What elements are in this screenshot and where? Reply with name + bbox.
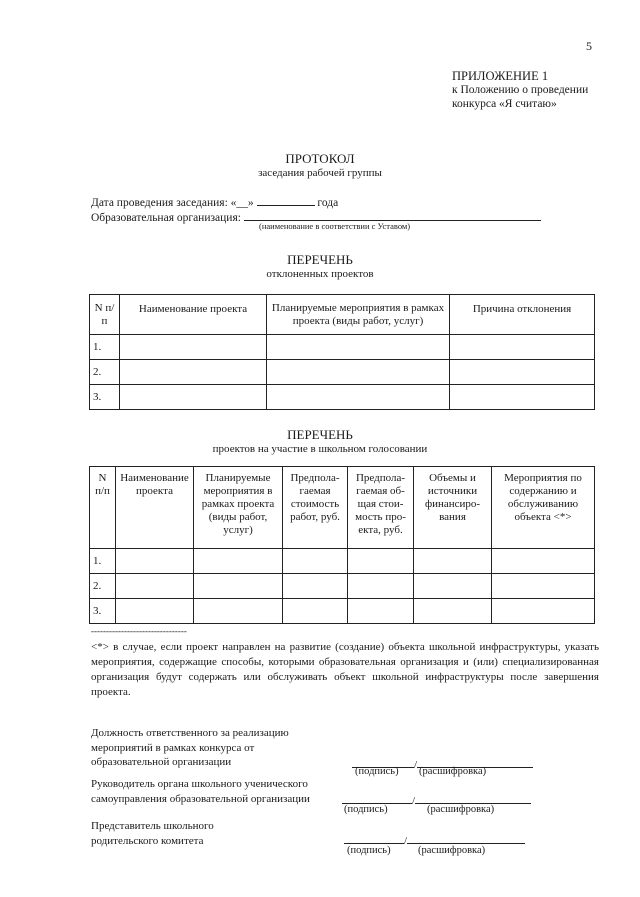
rejected-header-row <box>90 295 595 335</box>
signature-2-sign-blank <box>342 792 412 804</box>
organization-hint: (наименование в соответствии с Уставом) <box>259 221 411 231</box>
table-cell <box>194 599 283 624</box>
appendix-line-2: конкурса «Я считаю» <box>452 98 557 110</box>
rejected-title: ПЕРЕЧЕНЬ <box>287 252 353 267</box>
table-row <box>90 335 595 360</box>
protocol-subtitle: заседания рабочей группы <box>258 167 382 179</box>
rejected-projects-table <box>89 294 595 410</box>
signature-2-sign-caption: (подпись) <box>344 804 388 815</box>
signature-3-decoding-blank <box>407 832 525 844</box>
voting-subtitle: проектов на участие в школьном голосовании <box>212 443 428 455</box>
table-cell <box>348 574 414 599</box>
rejected-row-2-number: 2. <box>90 360 120 385</box>
table-row <box>90 385 595 410</box>
table-cell <box>414 549 492 574</box>
table-cell <box>116 549 194 574</box>
meeting-date-label: Дата проведения заседания: «__» <box>91 197 254 209</box>
rejected-header-activities: Планируемые мероприятия в рамках проекта (виды работ, услуг) <box>267 295 450 335</box>
table-cell <box>348 599 414 624</box>
organization-blank <box>244 209 541 221</box>
footnote-separator: -------------------------------- <box>91 626 187 636</box>
table-cell <box>492 549 595 574</box>
signature-2-decoding-caption: (расшифровка) <box>427 804 495 815</box>
voting-row-3-number: 3. <box>90 599 116 624</box>
rejected-row-1-number: 1. <box>90 335 120 360</box>
table-cell <box>194 574 283 599</box>
signature-3-lines: / <box>344 832 525 847</box>
table-cell <box>116 599 194 624</box>
signature-3-decoding-caption: (расшифровка) <box>418 845 486 856</box>
table-cell <box>116 574 194 599</box>
voting-header-name: Наименование проекта <box>116 467 194 549</box>
meeting-date-blank <box>257 194 315 206</box>
signature-1-sign-caption: (подпись) <box>355 766 399 777</box>
voting-header-work-cost: Предпола-гаемая стоимость работ, руб. <box>283 467 348 549</box>
protocol-title: ПРОТОКОЛ <box>285 151 355 166</box>
voting-header-number: N п/п <box>90 467 116 549</box>
voting-row-1-number: 1. <box>90 549 116 574</box>
table-row <box>90 574 595 599</box>
meeting-date-suffix: года <box>317 197 339 209</box>
rejected-header-name: Наименование проекта <box>120 295 267 335</box>
table-cell <box>267 385 450 410</box>
signature-3-label: Представитель школьного родительского комитета <box>91 820 214 847</box>
table-cell <box>414 599 492 624</box>
table-cell <box>120 385 267 410</box>
signature-2-decoding-blank <box>415 792 531 804</box>
meeting-date-field <box>91 194 338 209</box>
signature-1-decoding-caption: (расшифровка) <box>419 766 487 777</box>
voting-header-activities: Планируемые мероприятия в рамках проекта (виды работ, услуг) <box>194 467 283 549</box>
table-row <box>90 360 595 385</box>
rejected-header-reason: Причина отклонения <box>450 295 595 335</box>
rejected-header-number: N п/п <box>90 295 120 335</box>
voting-row-2-number: 2. <box>90 574 116 599</box>
voting-header-funding: Объемы и источники финансиро-вания <box>414 467 492 549</box>
footnote-text: <*> в случае, если проект направлен на развитие (создание) объекта школьной инфраструктуры, указать мероприятия, содержащие способы, которыми образовательная организация и (или) специализированная организация будут содержать или обслуживать объект школьной инфраструктуры после завершения проекта. <box>91 641 599 698</box>
page-number: 5 <box>586 39 592 53</box>
signature-3-sign-blank <box>344 832 404 844</box>
table-cell <box>267 335 450 360</box>
voting-header-total-cost: Предпола-гаемая об-щая стои-мость про-екта, руб. <box>348 467 414 549</box>
table-cell <box>283 549 348 574</box>
table-cell <box>267 360 450 385</box>
table-cell <box>492 574 595 599</box>
appendix-line-1: к Положению о проведении <box>452 84 589 96</box>
rejected-row-3-number: 3. <box>90 385 120 410</box>
voting-header-maintenance: Мероприятия по содержанию и обслуживанию объекта <*> <box>492 467 595 549</box>
signature-3-sign-caption: (подпись) <box>347 845 391 856</box>
table-cell <box>450 385 595 410</box>
signature-1-lines: / <box>352 756 533 771</box>
table-cell <box>283 574 348 599</box>
voting-header-row <box>90 467 595 549</box>
signature-2-lines: / <box>342 792 531 807</box>
table-cell <box>194 549 283 574</box>
table-cell <box>283 599 348 624</box>
table-cell <box>120 360 267 385</box>
organization-label: Образовательная организация: <box>91 212 241 224</box>
appendix-title: ПРИЛОЖЕНИЕ 1 <box>452 69 549 83</box>
voting-projects-table <box>89 466 595 624</box>
voting-title: ПЕРЕЧЕНЬ <box>287 427 353 442</box>
table-cell <box>120 335 267 360</box>
signature-2-label: Руководитель органа школьного ученического самоуправления образовательной организации <box>91 778 310 805</box>
appendix-header <box>452 69 588 111</box>
table-cell <box>450 335 595 360</box>
rejected-subtitle: отклоненных проектов <box>266 268 374 280</box>
table-cell <box>492 599 595 624</box>
table-row <box>90 599 595 624</box>
table-cell <box>414 574 492 599</box>
table-row <box>90 549 595 574</box>
signature-1-label: Должность ответственного за реализацию мероприятий в рамках конкурса от образовательной организации <box>91 727 289 768</box>
table-cell <box>348 549 414 574</box>
table-cell <box>450 360 595 385</box>
